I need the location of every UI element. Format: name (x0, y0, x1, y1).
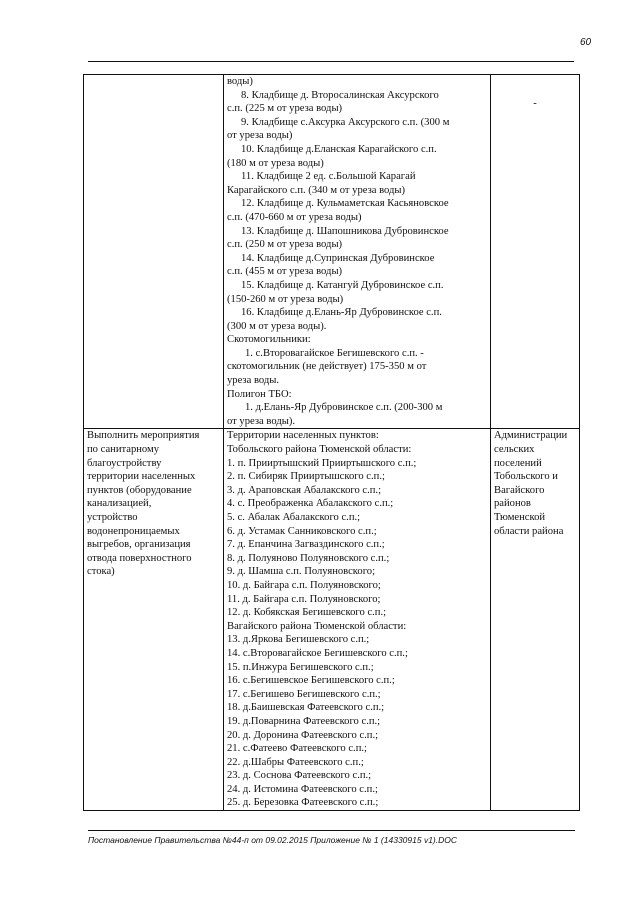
text-line: 16. Кладбище д.Елань-Яр Дубровинское с.п. (241, 307, 442, 319)
settlement-item: 11. д. Байгара с.п. Полуяновского; (227, 593, 381, 605)
settlement-item: 17. с.Бегишево Бегишевского с.п.; (227, 688, 381, 700)
table-row (84, 429, 580, 811)
text-line: скотомогильник (не действует) 175-350 м от (227, 361, 427, 373)
text-line: с.п. (250 м от уреза воды) (227, 239, 343, 251)
text-line: 11. Кладбище 2 ед. с.Большой Карагай (241, 171, 416, 183)
table-row (84, 75, 580, 429)
settlement-item: 14. с.Второвагайское Бегишевского с.п.; (227, 647, 408, 659)
settlement-item: Тобольского района Тюменской области: (227, 444, 412, 456)
text-line: 14. Кладбище д.Супринская Дубровинское (241, 252, 435, 264)
text-line: Тюменской (494, 512, 546, 523)
row1-responsible-cell (491, 75, 580, 429)
settlement-item: 7. д. Епанчина Загваздинского с.п.; (227, 539, 385, 551)
text-line: с.п. (225 м от уреза воды) (227, 103, 343, 115)
row1-measure-cell (84, 75, 224, 429)
settlement-item: 18. д.Баишевская Фатеевского с.п.; (227, 702, 385, 714)
row2-measure-cell (84, 429, 224, 811)
settlement-item: 1. п. Прииртышский Прииртышского с.п.; (227, 457, 417, 469)
settlement-item: Вагайского района Тюменской области: (227, 620, 407, 632)
settlement-item: 19. д.Поварнина Фатеевского с.п.; (227, 715, 381, 727)
text-line: по санитарному (87, 444, 160, 456)
text-line: области района (494, 525, 564, 537)
text-line: водонепроницаемых (87, 525, 180, 537)
text-line: 15. Кладбище д. Катангуй Дубровинское с.п. (241, 279, 444, 291)
text-line: Карагайского с.п. (340 м от уреза воды) (227, 184, 406, 196)
text-line: Вагайского (494, 484, 545, 496)
text-line: Тобольского и (494, 471, 558, 483)
settlement-item: 9. д. Шамша с.п. Полуяновского; (227, 566, 376, 578)
text-line: Администрации (494, 430, 568, 442)
text-line: (180 м от уреза воды) (227, 157, 324, 169)
settlement-item: Территории населенных пунктов: (227, 430, 379, 442)
document-footer: Постановление Правительства №44-п от 09.02.2015 Приложение № 1 (14330915 v1).DOC (88, 835, 458, 845)
text-line: 13. Кладбище д. Шапошникова Дубровинское (241, 225, 449, 237)
header-rule (88, 61, 574, 62)
text-line: от уреза воды). (227, 415, 296, 427)
text-line: выгребов, организация (87, 539, 191, 551)
text-line: (300 м от уреза воды). (227, 320, 327, 332)
settlement-item: 22. д.Шабры Фатеевского с.п.; (227, 756, 364, 768)
page-number: 60 (580, 37, 592, 48)
text-line: стока) (87, 566, 115, 578)
settlement-item: 3. д. Араповская Абалакского с.п.; (227, 484, 382, 496)
empty-dash: - (533, 98, 537, 109)
settlement-item: 5. с. Абалак Абалакского с.п.; (227, 512, 361, 523)
settlement-item: 15. п.Инжура Бегишевского с.п.; (227, 661, 374, 673)
settlement-item: 2. п. Сибиряк Прииртышского с.п.; (227, 471, 385, 483)
text-line: 12. Кладбище д. Кульмаметская Касьяновское (241, 198, 449, 210)
row2-responsible-cell (491, 429, 580, 811)
settlement-item: 10. д. Байгара с.п. Полуяновского; (227, 579, 381, 591)
text-line: с.п. (470-660 м от уреза воды) (227, 211, 362, 223)
text-line: устройство (87, 512, 138, 523)
text-line: Скотомогильники: (227, 334, 311, 346)
text-line: районов (494, 498, 531, 510)
settlement-item: 6. д. Устамак Санниковского с.п.; (227, 525, 377, 537)
text-line: 8. Кладбище д. Второсалинская Аксурского (241, 89, 439, 101)
settlement-item: 23. д. Соснова Фатеевского с.п.; (227, 770, 372, 782)
text-line: пунктов (оборудование (87, 484, 192, 496)
text-line: отвода поверхностного (87, 552, 192, 564)
text-line: воды) (227, 76, 253, 87)
text-line: канализацией, (87, 498, 152, 510)
text-line: с.п. (455 м от уреза воды) (227, 266, 343, 278)
settlement-item: 8. д. Полуяново Полуяновского с.п.; (227, 552, 390, 564)
settlement-item: 16. с.Бегишевское Бегишевского с.п.; (227, 675, 395, 687)
text-line: 1. с.Второвагайское Бегишевского с.п. - (245, 347, 424, 359)
text-line: от уреза воды) (227, 130, 293, 142)
text-line: Выполнить мероприятия (87, 430, 200, 442)
text-line: Полигон ТБО: (227, 388, 292, 400)
text-line: благоустройству (87, 457, 162, 469)
settlement-item: 12. д. Кобякская Бегишевского с.п.; (227, 607, 387, 619)
text-line: сельских (494, 444, 535, 456)
text-line: 1. д.Елань-Яр Дубровинское с.п. (200-300 м (245, 402, 443, 414)
settlement-item: 20. д. Доронина Фатеевского с.п.; (227, 729, 379, 741)
settlement-item: 13. д.Яркова Бегишевского с.п.; (227, 634, 370, 646)
row1-objects-cell (224, 75, 491, 429)
settlement-item: 4. с. Преображенка Абалакского с.п.; (227, 498, 394, 510)
text-line: поселений (494, 457, 542, 469)
settlement-item: 24. д. Истомина Фатеевского с.п.; (227, 783, 378, 795)
measures-table (83, 74, 580, 811)
text-line: уреза воды. (227, 375, 280, 387)
text-line: территории населенных (87, 471, 196, 483)
settlement-item: 25. д. Березовка Фатеевского с.п.; (227, 797, 379, 809)
text-line: 9. Кладбище с.Аксурка Аксурского с.п. (300 м (241, 116, 450, 128)
footer-rule (88, 830, 575, 831)
settlement-item: 21. с.Фатеево Фатеевского с.п.; (227, 743, 367, 755)
text-line: (150-260 м от уреза воды) (227, 293, 344, 305)
text-line: 10. Кладбище д.Еланская Карагайского с.п. (241, 143, 437, 155)
row2-objects-cell (224, 429, 491, 811)
